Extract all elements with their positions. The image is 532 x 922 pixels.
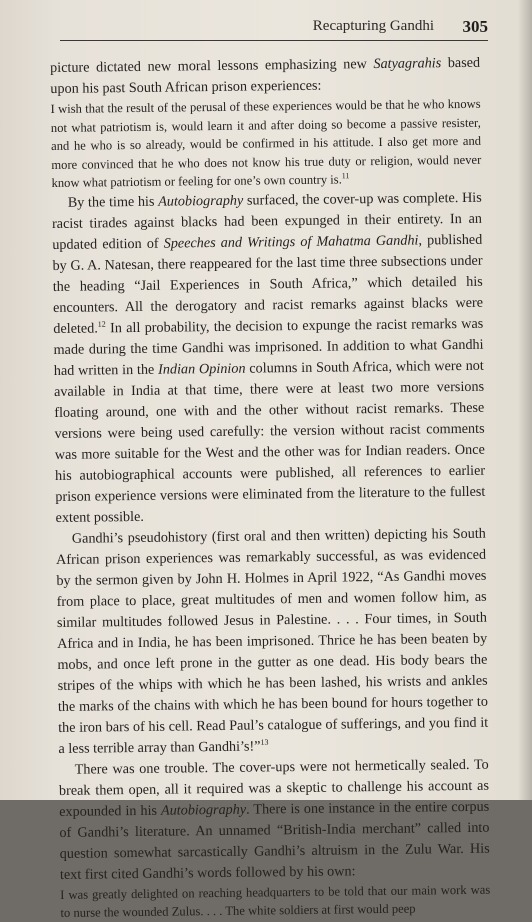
paragraph [59, 754, 491, 885]
text-run: surfaced, the cover-up was complete. His racist tirades against blacks had been expunged in their entirety. In an updated edition of [51, 189, 483, 253]
footnote-ref: 13 [260, 737, 269, 747]
text-run: By the time his [67, 193, 159, 211]
page-number: 305 [462, 17, 488, 36]
text-run: Gandhi’s pseudohistory (first oral and then written) depicting his South African prison experiences was remarkably successful, as was evidenced by the sermon given by John H. Holmes in April 1922, “As Gandhi moves from place to place, great multitudes of men and women follow him, as similar multitudes followed Jesus in Palestine. . . . Four times, in South Africa and in India, he has been imprisoned. Thrice he has been beaten by mobs, and once left prone in the gutter as one dead. His body bears the stripes of the whips with which he has been lashed, his wrists and ankles the marks of the chains with which he has been bound for hours together to the iron bars of his cell. Read Paul’s catalogue of sufferings, and you find it a less terrible array than Gandhi’s!” [56, 525, 489, 757]
running-header [60, 18, 488, 41]
footnote-ref: 11 [341, 171, 350, 181]
text-run: . There is one instance in the entire corpus of Gandhi’s literature. An unnamed “British-India merchant” called into question somewhat sarcastically Gandhi’s altruism in the Zulu War. His text first cited Gandhi’s words followed by his own: [59, 798, 490, 883]
block-quote [60, 880, 490, 922]
text-run: , published by G. A. Natesan, there reappeared for the last time three subsections under the heading “Jail Experiences in South Africa,” which detailed his encounters. All the derogatory and racist remarks against blacks were deleted. [52, 231, 484, 337]
italic-text: Satyagrahis [373, 55, 442, 73]
text-run: columns in South Africa, which were not available in India at that time, there were at least two more versions floating around, one with and the other without racist remarks. These versions were being used carefully: the version without racist comments was more suitable for the West and the other was for Indian readers. Once his autobiographical accounts were published, all references to earlier prison experience versions were eliminated from the literature to the fullest extent possible. [53, 357, 486, 526]
page-curve-shadow [518, 0, 532, 800]
italic-text: Indian Opinion [158, 360, 246, 378]
footnote-ref: 12 [97, 319, 106, 329]
block-quote [51, 95, 482, 193]
intro-paragraph [50, 53, 480, 100]
italic-text: Autobiography [158, 192, 244, 210]
body-text [50, 53, 491, 922]
running-title: Recapturing Gandhi [312, 18, 434, 34]
text-run: There was one trouble. The cover-ups were not hermetically sealed. To break them open, all it required was a skeptic to challenge his account as expounded in his [58, 756, 490, 820]
text-run: based upon his past South African prison experiences: [50, 54, 481, 97]
italic-text: Speeches and Writings of Mahatma Gandhi [163, 232, 419, 252]
italic-text: Autobiography [160, 801, 247, 819]
text-run: I wish that the result of the perusal of these experiences would be that he who knows not what patriotism is, would learn it and after doing so become a passive resister, and he who is so already, would be confirmed in his attitude. I also get more and more convinced that he who does not know his true duty or religion, would never know what patriotism or feeling for one’s own country is. [50, 96, 482, 190]
paragraph [56, 523, 489, 759]
text-run: picture dictated new moral lessons emphasizing new [50, 56, 374, 76]
paragraph [52, 187, 486, 528]
text-run: In all probability, the decision to expunge the racist remarks was made during the time Gandhi was imprisoned. In addition to what Gandhi had written in the [53, 315, 484, 379]
text-run: I was greatly delighted on reaching headquarters to be told that our main work was to nurse the wounded Zulus. . . . The white soldiers at first would peep [60, 882, 491, 920]
